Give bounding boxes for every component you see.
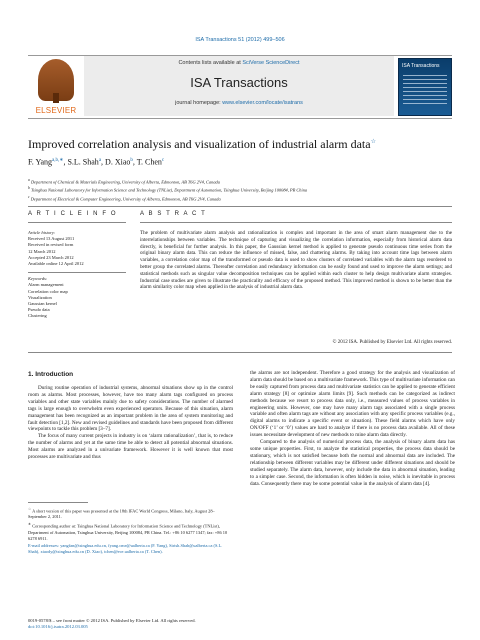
doi-link[interactable]: doi:10.1016/j.isatra.2012.03.005 <box>28 624 88 630</box>
history-label: Article history: <box>28 230 56 235</box>
footnote-mark: ∗ <box>28 522 32 527</box>
affiliation-text: Tsinghua National Laboratory for Information Science and Technology (TNList), Department of Automation, Tsinghua University, Beijing 100084, PR China <box>30 187 308 193</box>
journal-reference[interactable]: ISA Transactions 51 (2012) 499–506 <box>195 37 285 43</box>
abstract-heading: A B S T R A C T <box>140 211 207 217</box>
article-info <box>28 230 126 320</box>
keyword-item[interactable]: Pseudo data <box>28 307 50 313</box>
elsevier-logo[interactable] <box>30 57 82 115</box>
keyword-item[interactable]: Alarm management <box>28 282 64 288</box>
homepage-prefix: journal homepage: <box>175 100 223 106</box>
divider <box>28 222 126 223</box>
footnote-text: Corresponding author at: Tsinghua National Laboratory for Information Science and Technology (TNList), Department of Automation, Tsinghua University, Beijing 100084, PR China. Tel.: +86 10 6277 1347; fax: +86 10 6278 6911. <box>28 523 228 541</box>
affiliation-text: Department of Electrical & Computer Engineering, University of Alberta, Edmonton, AB T6G 2V4, Canada <box>30 196 221 202</box>
footnote-divider <box>28 502 88 503</box>
footnote <box>28 521 233 541</box>
author-affiliation-mark[interactable]: a <box>98 158 102 163</box>
footnote <box>28 543 233 555</box>
publisher-logo-text: ELSEVIER <box>35 106 77 115</box>
paragraph: the alarms are not independent. Therefore a good strategy for the analysis and visualization of alarm data should be based on a multivariate framework. This type of multivariate information can be easily captured from process data and multivariate statistics can be applied to generate efficient alarm strategy [8] or optimize alarm limits [9]. Such methods can be categorized as indirect methods because we resort to process data only, i.e., measured values of process variables in engineering units. However, one may have many alarm tags associated with a single process variable and often alarm tags are without any association with any specific process variables (e.g., digital alarms to indicate a specific event or situation). These field alarms which have only ON/OFF (‘1’ or ‘0’) values are hard to analyze if there is no process data available. All of these issues necessitate development of new methods to mine alarm data directly. <box>250 370 455 439</box>
affiliation-item <box>28 194 458 202</box>
author-name[interactable]: S.L. Shah <box>67 157 99 167</box>
abstract-text: The problem of multivariate alarm analysis and rationalization is complex and important in the area of smart alarm management due to the interrelationships between variables. The technique of capturing and visualizing the correlation information, especially from historical alarm data directly, is beneficial for further analysis. In this paper, the Gaussian kernel method is applied to generate pseudo continuous time series from the original binary alarm data. This can reduce the influence of missed, false, and chattering alarms. By taking into account time lags between alarm variables, a correlation color map of the transformed or pseudo data is used to show clusters of correlated variables with the alarm tags reordered to better group the correlated alarms. Thereafter correlation and redundancy information can be easily found and used to improve the alarm settings; and statistical methods such as singular value decomposition techniques can be applied within each cluster to help design multivariate alarm strategies. Industrial case studies are given to illustrate the practicality and efficacy of the proposed method. This improved method is shown to be better than the alarm similarity color map when applied in the analysis of industrial alarm data. <box>140 230 452 291</box>
keyword-item[interactable]: Gaussian kernel <box>28 301 57 307</box>
affiliations <box>28 177 458 202</box>
divider <box>28 206 452 207</box>
affiliation-text: Department of Chemical & Materials Engineering, University of Alberta, Edmonton, AB T6G 2V4, Canada <box>30 179 220 185</box>
affiliation-mark: c <box>28 194 30 199</box>
author-list: F. Yang$^{a,b,∗}$, S.L. Shah$^a$, D. Xiao$^b$, T. Chen$^c$ <box>28 157 165 167</box>
paragraph: Compared to the analysis of numerical process data, the analysis of binary alarm data has some unique properties. First, to analyze the statistical properties, the process data should be stationary, which is not satisfied because both the normal and abnormal data are included. The relationship between different variables may be different under different situations and should be studied separately. The alarm data, however, only include the data in abnormal situation, leading to a simpler case. Second, the information is often hidden in noise, which is inevitable in process data. Consequently there may be some potential value in the analysis of alarm data [4]. <box>250 439 455 487</box>
keyword-item[interactable]: Clustering <box>28 313 47 319</box>
history-item: Available online 12 April 2012 <box>28 261 84 267</box>
section-heading-introduction: 1. Introduction <box>28 371 74 378</box>
journal-banner <box>84 56 394 116</box>
divider <box>28 352 452 353</box>
tree-trunk-icon <box>53 93 59 103</box>
keyword-item[interactable]: Correlation color map <box>28 288 68 294</box>
footnote-text: A short version of this paper was presented at the 18th IFAC World Congress, Milano, Italy, August 28–September 2, 2011. <box>28 508 215 520</box>
issn-line: 0019-0578/$ – see front matter © 2012 ISA. Published by Elsevier Ltd. All rights reserved. <box>28 618 196 623</box>
contents-line <box>84 60 394 66</box>
sciencedirect-link[interactable]: SciVerse ScienceDirect <box>242 60 300 66</box>
footnotes <box>28 506 233 556</box>
author-affiliation-mark[interactable]: c <box>161 158 165 163</box>
paragraph: During routine operation of industrial systems, abnormal situations show up in the control room as alarms. Most processes, however, have too many alarm tags configured on process variables and other state variables mainly due to safety considerations. The number of alarmed tags is large enough to overwhelm even experienced operators. Because of this situation, alarm management has been recognized as an important problem in the area of system monitoring and fault detection [1,2]. New and revised guidelines and standards have been proposed from different viewpoints to tackle this problem [3–7]. <box>28 385 233 433</box>
affiliation-mark: a <box>28 178 30 182</box>
affiliation-mark: b <box>28 186 30 191</box>
history-item: Received in revised form <box>28 242 74 248</box>
paper-title-text: Improved correlation analysis and visualization of industrial alarm data <box>28 137 371 151</box>
cover-title: ISA Transactions <box>402 63 440 69</box>
history-item: Received 13 August 2011 <box>28 236 75 242</box>
author-affiliation-mark[interactable]: b <box>130 158 133 163</box>
author-name[interactable]: T. Chen <box>136 157 162 167</box>
paper-title <box>28 137 458 152</box>
journal-name: ISA Transactions <box>190 75 288 90</box>
contents-prefix: Contents lists available at <box>178 60 243 66</box>
divider <box>28 272 126 273</box>
journal-cover-image[interactable] <box>398 58 452 116</box>
author-name[interactable]: F. Yang <box>28 157 53 167</box>
footnote <box>28 506 233 520</box>
footnote-text[interactable]: E-mail addresses: yangfan@tsinghua.edu.cn, fyang.cme@ualberta.ca (F. Yang), Sirish.Shah@ualberta.ca (S.L. Shah), xiaody@tsinghua.edu.cn (D. Xiao), tchen@ece.ualberta.ca (T. Chen). <box>28 542 223 554</box>
title-footnote-link[interactable]: ☆ <box>370 139 376 145</box>
author-name[interactable]: D. Xiao <box>105 157 131 167</box>
homepage-link[interactable]: www.elsevier.com/locate/isatrans <box>222 100 303 106</box>
homepage-line <box>84 100 394 106</box>
article-info-heading: A R T I C L E I N F O <box>28 211 118 217</box>
history-item: 12 March 2012 <box>28 248 56 254</box>
keywords-label: Keywords: <box>28 276 48 282</box>
keyword-item[interactable]: Visualization <box>28 294 52 300</box>
cover-pattern <box>403 75 447 105</box>
author-affiliation-mark[interactable]: a,b,∗ <box>52 158 64 163</box>
right-column-text <box>250 370 455 487</box>
affiliation-item <box>28 177 458 185</box>
history-item: Accepted 23 March 2012 <box>28 254 74 260</box>
footnote-mark: ☆ <box>28 507 32 511</box>
divider <box>140 222 452 223</box>
paragraph: The focus of many current projects in industry is on ‘alarm rationalization’, that is, to reduce the number of alarms and yet at the same time be able to detect all potential abnormal situations. Most alarms are analyzed in a univariate framework. However it is well known that most processes are multivariate and thus <box>28 433 233 461</box>
copyright-line: © 2012 ISA. Published by Elsevier Ltd. All rights reserved. <box>332 340 452 345</box>
left-column-text <box>28 385 233 461</box>
issn-doi <box>28 618 328 631</box>
affiliation-item <box>28 185 458 193</box>
